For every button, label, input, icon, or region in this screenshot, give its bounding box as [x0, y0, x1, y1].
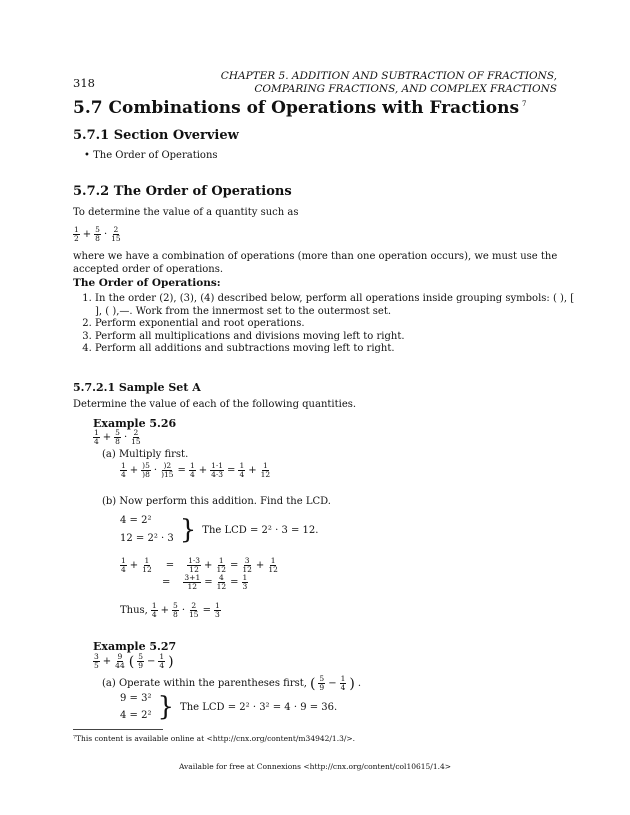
chapter-header-line1: CHAPTER 5. ADDITION AND SUBTRACTION OF FRACTIONS,: [220, 70, 557, 82]
lcd-factorization: [120, 690, 337, 724]
fraction: $\frac{5}{9}$: [138, 652, 143, 670]
rules-heading: The Order of Operations:: [73, 277, 221, 289]
fraction: $\frac{1}{12}$: [216, 556, 226, 574]
lcd-line: 12 = 2² · 3: [120, 533, 174, 544]
fraction: $\frac{3+1}{12}$: [184, 573, 201, 591]
fraction: $\frac{2}{15}$: [131, 428, 141, 446]
footnote-marker[interactable]: 7: [522, 100, 527, 109]
fraction: $\frac{1}{4}$: [239, 461, 245, 479]
lcd-result: The LCD = 2² · 3² = 4 · 9 = 36.: [180, 701, 338, 713]
example-expression: $\frac{3}{5}$ + $\frac{9}{44}$ ( $\frac{5}{9}$ − $\frac{1}{4}$ ): [94, 652, 174, 670]
fraction: $\frac{4}{12}$: [216, 573, 227, 591]
fraction: $\frac{2}{15}$: [111, 225, 121, 243]
lcd-result: The LCD = 2² · 3 = 12.: [202, 524, 319, 536]
rule-item: 3. Perform all multiplications and divisions moving left to right.: [95, 331, 580, 344]
step-b: (b) Now perform this addition. Find the LCD.: [102, 496, 331, 507]
example-title: Example 5.27: [93, 640, 177, 653]
page-footer: Available for free at Connexions <http://cnx.org/content/col10615/1.4>: [178, 762, 452, 771]
rule-item: 2. Perform exponential and root operations.: [95, 318, 580, 331]
fraction: $\frac{5}{8}$: [115, 428, 120, 446]
page-number: 318: [73, 76, 95, 90]
brace-icon: }: [179, 515, 197, 545]
fraction: $\frac{1}{4}$: [189, 461, 195, 479]
lcd-line: 9 = 3²: [120, 693, 152, 704]
rule-item: 1. In the order (2), (3), (4) described below, perform all operations inside grouping symbols: ( ), [ ], ( ),—. Work from the innermost set to the outermost set.: [95, 293, 580, 318]
fraction: $\frac{3}{5}$: [94, 652, 99, 670]
rules-list: [73, 293, 580, 356]
fraction: $\frac{1}{4}$: [151, 601, 157, 619]
explanation-paragraph: where we have a combination of operations (more than one operation occurs), we must use the accepted order of operations.: [73, 251, 558, 275]
fraction: $\frac{9}{44}$: [115, 652, 125, 670]
step-a-example2: (a) Operate within the parentheses first, ( $\frac{5}{9}$ − $\frac{1}{4}$ ) .: [102, 674, 362, 692]
fraction: $\frac{1}{4}$: [94, 428, 99, 446]
fraction: $\frac{1\cdot 3}{12}$: [188, 556, 201, 574]
intro-text: To determine the value of a quantity such as: [73, 207, 299, 218]
addition-work-line1: $\frac{1}{4}$ + $\frac{1}{12}$ = $\frac{1\cdot 3}{12}$ + $\frac{1}{12}$ = $\frac{3}{12}$ + $\frac{1}{12}$: [121, 556, 278, 574]
thus-label: Thus,: [120, 605, 148, 616]
order-heading: 5.7.2 The Order of Operations: [73, 184, 292, 199]
multiplication-work: $\frac{1}{4}$ + $\frac{)5}{)8}$ · $\frac{)2}{)15}$ = $\frac{1}{4}$ + $\frac{1\cdot 1}{4\cdot 3}$ = $\frac{1}{4}$ + $\frac{1}{12}$: [121, 461, 271, 479]
lcd-line: 4 = 2²: [120, 710, 152, 721]
overview-item-label: The Order of Operations: [93, 150, 218, 161]
overview-list-item: • The Order of Operations: [84, 150, 218, 161]
brace-icon: }: [157, 692, 175, 722]
chapter-header-line2: COMPARING FRACTIONS, AND COMPLEX FRACTIONS: [254, 83, 557, 95]
fraction: $\frac{1}{12}$: [268, 556, 278, 574]
lcd-factorization: [120, 512, 318, 548]
chapter-header: [221, 70, 557, 96]
example-result: Thus, $\frac{1}{4}$ + $\frac{5}{8}$ · $\frac{2}{15}$ = $\frac{1}{3}$: [120, 601, 220, 619]
addition-work-line2: = $\frac{3+1}{12}$ = $\frac{4}{12}$ = $\frac{1}{3}$: [162, 573, 248, 591]
fraction: $\frac{3}{12}$: [242, 556, 252, 574]
step-a-text: (a) Operate within the parentheses first,: [102, 678, 307, 689]
fraction: $\frac{1}{3}$: [242, 573, 248, 591]
fraction: $\frac{1}{4}$: [159, 652, 165, 670]
fraction: $\frac{1}{2}$: [74, 225, 79, 243]
overview-heading: 5.7.1 Section Overview: [73, 128, 239, 143]
fraction: $\frac{5}{8}$: [95, 225, 100, 243]
fraction: $\frac{2}{15}$: [189, 601, 199, 619]
footnote: ⁷This content is available online at <http://cnx.org/content/m34942/1.3/>.: [73, 734, 356, 743]
section-title-text: 5.7 Combinations of Operations with Fractions: [73, 98, 520, 118]
rule-item: 4. Perform all additions and subtractions moving left to right.: [95, 343, 580, 356]
fraction: $\frac{5}{8}$: [173, 601, 178, 619]
fraction: $\frac{1}{4}$: [340, 674, 346, 692]
fraction: $\frac{1}{12}$: [142, 556, 152, 574]
sample-set-instruction: Determine the value of each of the following quantities.: [73, 399, 357, 410]
fraction-cancel: $\frac{)2}{)15}$: [161, 461, 174, 479]
intro-expression: $\frac{1}{2}$ + $\frac{5}{8}$ · $\frac{2}{15}$: [74, 225, 121, 243]
fraction: $\frac{1\cdot 1}{4\cdot 3}$: [211, 461, 224, 479]
example-title: Example 5.26: [93, 417, 177, 430]
fraction-cancel: $\frac{)5}{)8}$: [142, 461, 150, 479]
example-expression: $\frac{1}{4}$ + $\frac{5}{8}$ · $\frac{2}{15}$: [94, 428, 141, 446]
step-a: (a) Multiply first.: [102, 449, 189, 460]
fraction: $\frac{1}{12}$: [260, 461, 271, 479]
section-title: [73, 98, 527, 118]
footnote-divider: [73, 729, 163, 730]
fraction: $\frac{1}{4}$: [121, 556, 126, 574]
lcd-line: 4 = 2²: [120, 515, 152, 526]
fraction: $\frac{1}{3}$: [214, 601, 220, 619]
fraction: $\frac{5}{9}$: [319, 674, 325, 692]
fraction: $\frac{1}{4}$: [121, 461, 126, 479]
sample-set-heading: 5.7.2.1 Sample Set A: [73, 381, 201, 394]
